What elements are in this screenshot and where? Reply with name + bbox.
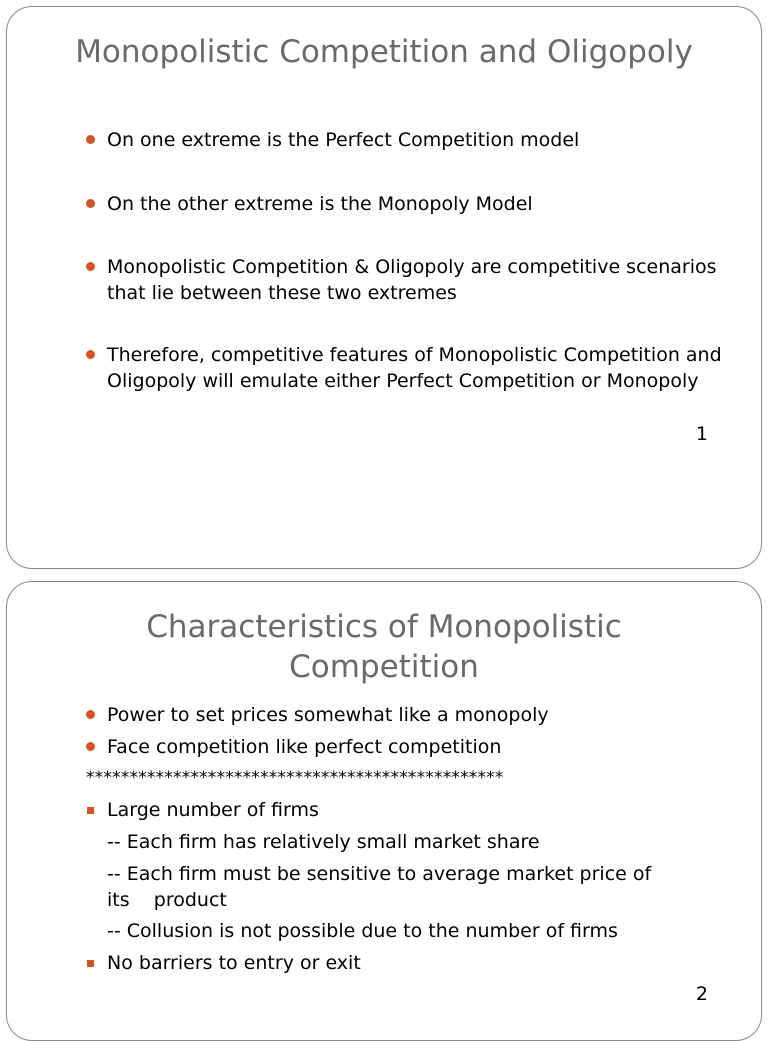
feature-text: No barriers to entry or exit — [107, 952, 361, 974]
feature-text: Large number of firms — [107, 799, 319, 821]
bullet-text: Face competition like perfect competition — [107, 736, 502, 758]
slide-title: Monopolistic Competition and Oligopoly — [75, 34, 693, 70]
slide-2 — [6, 581, 762, 1041]
bullet-text: On one extreme is the Perfect Competition model — [107, 129, 580, 151]
bullet-text: Monopolistic Competition & Oligopoly are competitive scenarios that lie between these two extremes — [107, 256, 717, 304]
separator-line: ************************************************ — [86, 768, 504, 788]
bullet-item — [107, 703, 731, 729]
bullet-dot-icon — [86, 350, 95, 359]
bullet-dot-icon — [86, 262, 95, 271]
page-number: 2 — [695, 983, 708, 1005]
feature-text: -- Collusion is not possible due to the number of firms — [107, 920, 618, 942]
bullet-text: Power to set prices somewhat like a monopoly — [107, 704, 549, 726]
feature-subitem — [107, 919, 731, 945]
bullet-dot-icon — [86, 710, 95, 719]
page-number: 1 — [695, 423, 708, 445]
feature-text: -- Each firm has relatively small market share — [107, 831, 540, 853]
bullet-item — [107, 343, 731, 394]
bullet-item — [107, 192, 731, 218]
slide-1 — [6, 6, 762, 569]
bullet-dot-icon — [86, 199, 95, 208]
bullet-square-icon — [87, 807, 94, 814]
feature-item — [107, 951, 731, 977]
bullet-item — [107, 735, 731, 761]
bullet-text: Therefore, competitive features of Monopolistic Competition and Oligopoly will emulate either Perfect Competition or Monopoly — [107, 344, 722, 392]
feature-subitem — [107, 830, 731, 856]
slide-title: Characteristics of Monopolistic Competition — [146, 609, 622, 685]
feature-text: -- Each firm must be sensitive to average market price of its product — [107, 863, 652, 911]
bullet-dot-icon — [86, 135, 95, 144]
bullet-text: On the other extreme is the Monopoly Model — [107, 193, 533, 215]
bullet-item — [107, 255, 731, 306]
bullet-dot-icon — [86, 742, 95, 751]
feature-item — [107, 798, 731, 824]
feature-subitem — [107, 862, 725, 913]
bullet-square-icon — [87, 960, 94, 967]
bullet-item — [107, 128, 731, 154]
